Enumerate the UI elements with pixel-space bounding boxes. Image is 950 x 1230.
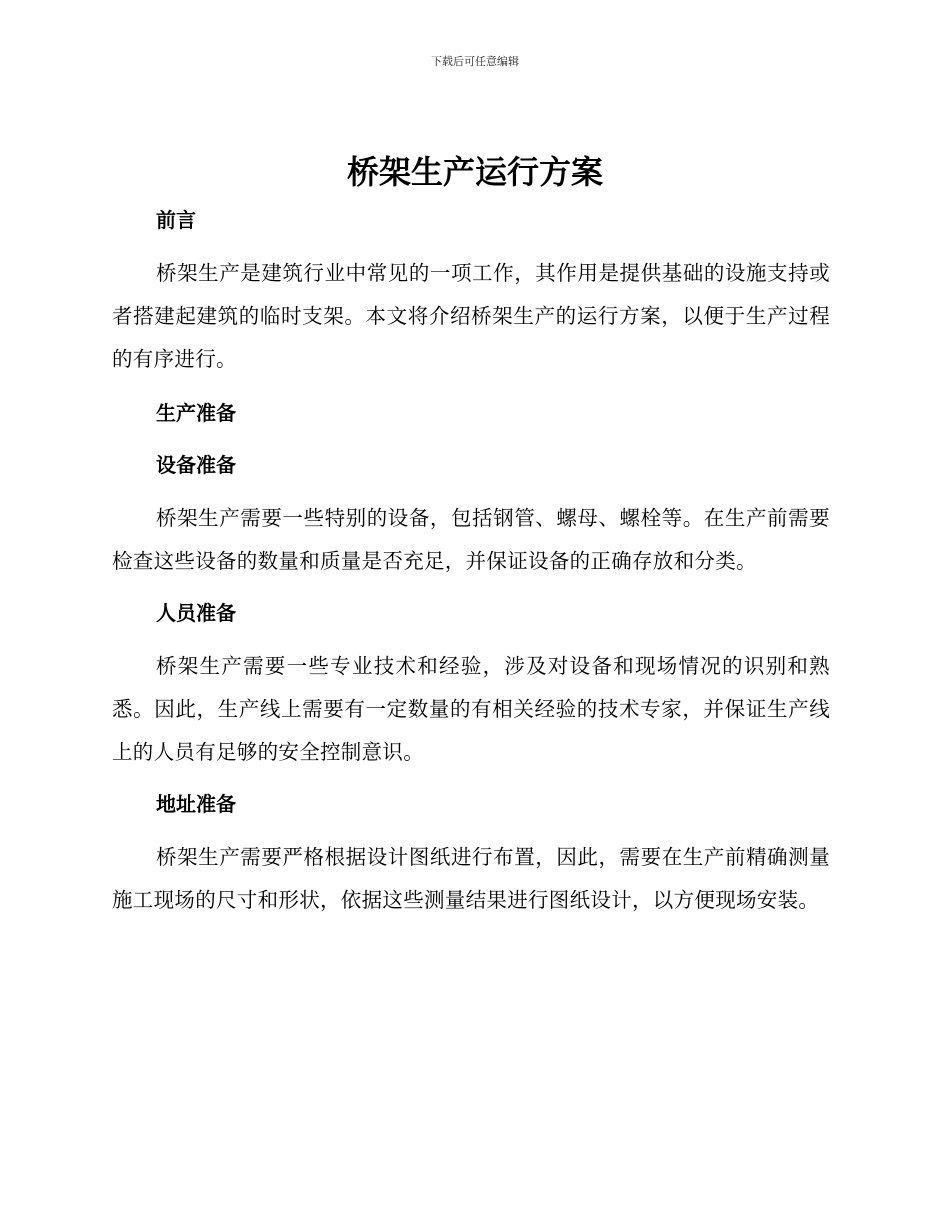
section-heading-equipment-prep: 设备准备 xyxy=(156,453,236,477)
section-heading-site-prep: 地址准备 xyxy=(156,792,236,816)
section-paragraph-equipment-prep: 桥架生产需要一些特别的设备，包括钢管、螺母、螺栓等。在生产前需要检查这些设备的数量和质量是否充足，并保证设备的正确存放和分类。 xyxy=(112,506,830,573)
section-paragraph-site-prep: 桥架生产需要严格根据设计图纸进行布置，因此，需要在生产前精确测量施工现场的尺寸和形状，依据这些测量结果进行图纸设计，以方便现场安装。 xyxy=(112,845,830,912)
document-title: 桥架生产运行方案 xyxy=(346,153,603,191)
page-header: 下载后可任意编辑 xyxy=(431,55,519,68)
section-paragraph-personnel-prep: 桥架生产需要一些专业技术和经验，涉及对设备和现场情况的识别和熟悉。因此，生产线上需要有一定数量的有相关经验的技术专家，并保证生产线上的人员有足够的安全控制意识。 xyxy=(112,654,830,764)
document-body xyxy=(112,198,830,922)
section-heading-personnel-prep: 人员准备 xyxy=(156,601,236,625)
section-heading-production-prep: 生产准备 xyxy=(156,401,236,425)
section-paragraph-preface: 桥架生产是建筑行业中常见的一项工作，其作用是提供基础的设施支持或者搭建起建筑的临时支架。本文将介绍桥架生产的运行方案，以便于生产过程的有序进行。 xyxy=(112,261,830,371)
section-heading-preface: 前言 xyxy=(156,208,196,232)
